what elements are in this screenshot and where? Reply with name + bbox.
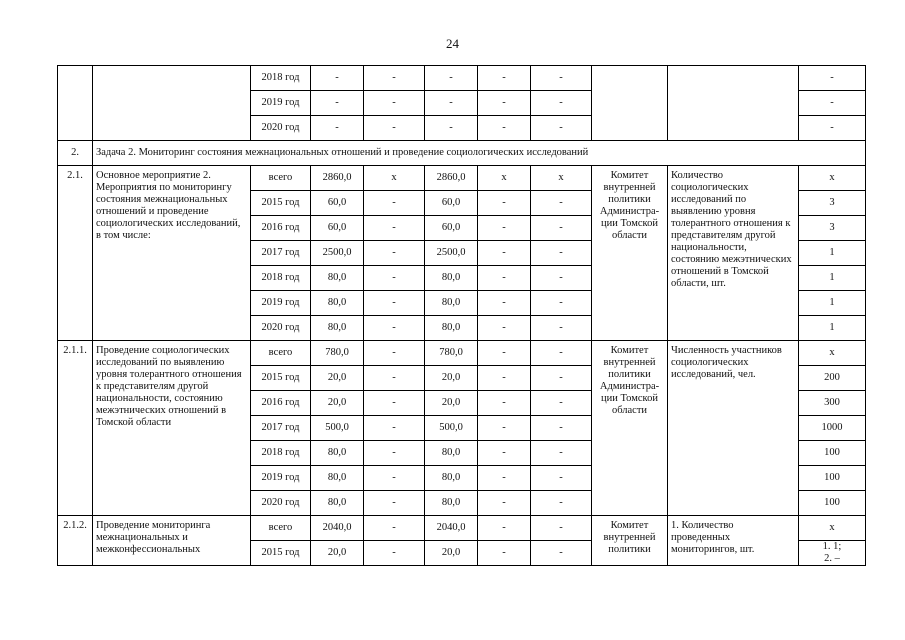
task-row (58, 141, 866, 166)
value-cell: - (478, 216, 531, 241)
value-cell: - (478, 266, 531, 291)
table-row (58, 516, 866, 541)
year-cell: 2018 год (251, 66, 311, 91)
value-cell: 500,0 (425, 416, 478, 441)
year-cell: 2016 год (251, 216, 311, 241)
year-cell: 2020 год (251, 491, 311, 516)
indicator-value-cell: - (799, 116, 866, 141)
year-cell: 2015 год (251, 366, 311, 391)
value-cell: - (531, 191, 592, 216)
indicator-value-cell: 100 (799, 441, 866, 466)
indicator-value-cell: - (799, 91, 866, 116)
table-row (58, 341, 866, 366)
value-cell: - (364, 416, 425, 441)
value-cell: - (531, 366, 592, 391)
value-cell: - (425, 91, 478, 116)
num-cell (58, 66, 93, 141)
executor-cell (592, 66, 668, 141)
value-cell: 20,0 (425, 541, 478, 566)
value-cell: - (531, 241, 592, 266)
value-cell: - (531, 216, 592, 241)
value-cell: - (478, 316, 531, 341)
year-cell: всего (251, 166, 311, 191)
value-cell: 80,0 (311, 266, 364, 291)
value-cell: - (311, 116, 364, 141)
value-cell: 80,0 (311, 441, 364, 466)
value-cell: 2040,0 (311, 516, 364, 541)
indicator-value-cell: 100 (799, 491, 866, 516)
value-cell: 780,0 (311, 341, 364, 366)
value-cell: - (531, 466, 592, 491)
value-cell: - (364, 91, 425, 116)
value-cell: - (364, 241, 425, 266)
value-cell: 20,0 (425, 391, 478, 416)
value-cell: - (364, 516, 425, 541)
value-cell: - (478, 416, 531, 441)
year-cell: 2015 год (251, 541, 311, 566)
year-cell: 2020 год (251, 116, 311, 141)
value-cell: - (478, 391, 531, 416)
value-cell: - (364, 391, 425, 416)
value-cell: - (531, 316, 592, 341)
indicator-value-cell: 1 (799, 291, 866, 316)
value-cell: - (364, 116, 425, 141)
executor-cell: Комитет внутренней политики Администра-ции Томской области (592, 166, 668, 341)
value-cell: - (478, 66, 531, 91)
value-cell: 2500,0 (311, 241, 364, 266)
value-cell: 500,0 (311, 416, 364, 441)
value-cell: 780,0 (425, 341, 478, 366)
year-cell: 2016 год (251, 391, 311, 416)
value-cell: - (425, 116, 478, 141)
value-cell: 80,0 (425, 316, 478, 341)
year-cell: 2017 год (251, 416, 311, 441)
executor-cell: Комитет внутренней политики (592, 516, 668, 566)
value-cell: - (531, 91, 592, 116)
value-cell: - (531, 391, 592, 416)
value-cell: - (364, 266, 425, 291)
name-cell (93, 66, 251, 141)
year-cell: 2017 год (251, 241, 311, 266)
value-cell: - (364, 466, 425, 491)
value-cell: 20,0 (311, 541, 364, 566)
value-cell: - (478, 191, 531, 216)
value-cell: 60,0 (425, 216, 478, 241)
value-cell: - (364, 291, 425, 316)
value-cell: 80,0 (311, 491, 364, 516)
value-cell: - (478, 91, 531, 116)
value-cell: - (531, 66, 592, 91)
value-cell: x (478, 166, 531, 191)
value-cell: x (364, 166, 425, 191)
section-number: 2.1.2. (58, 516, 93, 566)
page-number: 24 (446, 36, 459, 51)
value-cell: - (478, 466, 531, 491)
value-cell: 60,0 (425, 191, 478, 216)
task-title: Задача 2. Мониторинг состояния межнациональных отношений и проведение социологических исследований (93, 141, 866, 166)
value-cell: - (478, 491, 531, 516)
year-cell: 2018 год (251, 266, 311, 291)
value-cell: - (311, 66, 364, 91)
indicator-value-cell: 3 (799, 191, 866, 216)
value-cell: 80,0 (425, 491, 478, 516)
value-cell: - (478, 116, 531, 141)
indicator-name: 1. Количество проведенных мониторингов, шт. (668, 516, 799, 566)
indicator-value-cell: 1. 1; 2. – (799, 541, 866, 566)
value-cell: - (531, 291, 592, 316)
value-cell: 80,0 (425, 291, 478, 316)
value-cell: 20,0 (311, 366, 364, 391)
indicator-cell (668, 66, 799, 141)
program-table (57, 65, 866, 566)
task-number: 2. (58, 141, 93, 166)
value-cell: - (478, 341, 531, 366)
value-cell: - (364, 66, 425, 91)
indicator-value-cell: 3 (799, 216, 866, 241)
section-name: Основное мероприятие 2. Мероприятия по мониторингу состояния межнациональных отношений и проведение социологических исследований, в том числе: (93, 166, 251, 341)
year-cell: всего (251, 516, 311, 541)
value-cell: - (364, 191, 425, 216)
year-cell: 2015 год (251, 191, 311, 216)
value-cell: - (531, 116, 592, 141)
value-cell: 80,0 (425, 441, 478, 466)
value-cell: 20,0 (311, 391, 364, 416)
value-cell: - (531, 266, 592, 291)
value-cell: 60,0 (311, 191, 364, 216)
section-number: 2.1.1. (58, 341, 93, 516)
value-cell: 2860,0 (425, 166, 478, 191)
value-cell: - (478, 366, 531, 391)
value-cell: - (531, 516, 592, 541)
value-cell: - (364, 316, 425, 341)
section-name: Проведение мониторинга межнациональных и межконфессиональных (93, 516, 251, 566)
value-cell: - (531, 491, 592, 516)
value-cell: 80,0 (425, 466, 478, 491)
value-cell: - (531, 416, 592, 441)
executor-cell: Комитет внутренней политики Администра-ции Томской области (592, 341, 668, 516)
indicator-value-cell: x (799, 166, 866, 191)
indicator-value-cell: 200 (799, 366, 866, 391)
indicator-value-cell: x (799, 341, 866, 366)
indicator-name: Численность участников социологических исследований, чел. (668, 341, 799, 516)
value-cell: - (478, 516, 531, 541)
value-cell: x (531, 166, 592, 191)
year-cell: 2019 год (251, 466, 311, 491)
value-cell: - (478, 291, 531, 316)
indicator-value-cell: 1 (799, 241, 866, 266)
value-cell: - (311, 91, 364, 116)
value-cell: - (364, 366, 425, 391)
indicator-value-cell: 1000 (799, 416, 866, 441)
value-cell: - (364, 541, 425, 566)
value-cell: - (531, 441, 592, 466)
section-name: Проведение социологических исследований по выявлению уровня толерантного отношения к представителям другой национальности, состоянию межэтнических отношений в Томской области (93, 341, 251, 516)
value-cell: - (478, 241, 531, 266)
year-cell: 2019 год (251, 291, 311, 316)
indicator-value-cell: 1 (799, 316, 866, 341)
indicator-name: Количество социологических исследований по выявлению уровня толерантного отношения к представителям другой национальности, состоянию межэтнических отношений в Томской области, шт. (668, 166, 799, 341)
year-cell: всего (251, 341, 311, 366)
value-cell: - (364, 341, 425, 366)
section-number: 2.1. (58, 166, 93, 341)
indicator-value-cell: 1 (799, 266, 866, 291)
value-cell: 20,0 (425, 366, 478, 391)
indicator-value-cell: x (799, 516, 866, 541)
year-cell: 2019 год (251, 91, 311, 116)
value-cell: - (364, 491, 425, 516)
indicator-value-cell: 100 (799, 466, 866, 491)
value-cell: 2500,0 (425, 241, 478, 266)
value-cell: 60,0 (311, 216, 364, 241)
value-cell: - (478, 541, 531, 566)
value-cell: 2040,0 (425, 516, 478, 541)
value-cell: - (364, 216, 425, 241)
value-cell: 80,0 (311, 291, 364, 316)
year-cell: 2018 год (251, 441, 311, 466)
value-cell: - (364, 441, 425, 466)
indicator-value-cell: - (799, 66, 866, 91)
value-cell: - (531, 541, 592, 566)
indicator-value-cell: 300 (799, 391, 866, 416)
table-row (58, 166, 866, 191)
value-cell: - (478, 441, 531, 466)
value-cell: - (425, 66, 478, 91)
value-cell: 80,0 (311, 466, 364, 491)
value-cell: 80,0 (311, 316, 364, 341)
value-cell: 2860,0 (311, 166, 364, 191)
table-row (58, 66, 866, 91)
value-cell: 80,0 (425, 266, 478, 291)
value-cell: - (531, 341, 592, 366)
year-cell: 2020 год (251, 316, 311, 341)
